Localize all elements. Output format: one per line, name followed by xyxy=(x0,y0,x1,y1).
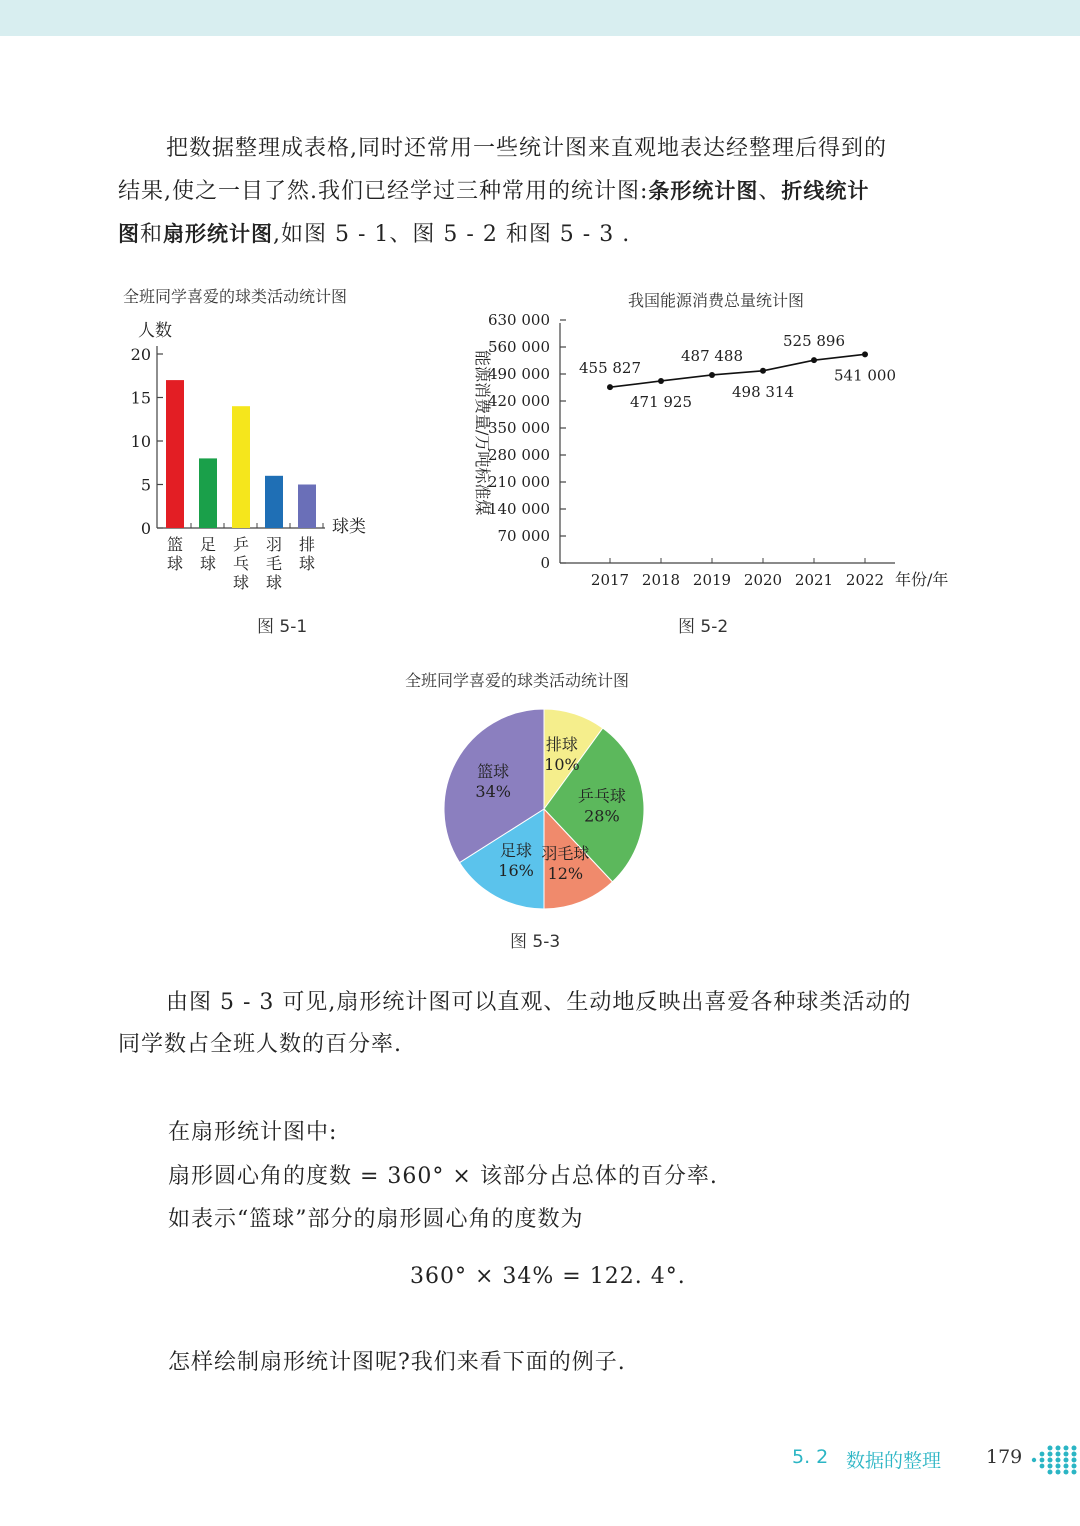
figure-5-2-caption: 图 5-2 xyxy=(678,617,729,637)
page-number: 179 xyxy=(986,1446,1023,1468)
p2-line-2: 同学数占全班人数的百分率. xyxy=(118,1032,402,1057)
bar-chart-x-label: 球类 xyxy=(332,517,366,537)
term-bar-chart: 条形统计图 xyxy=(648,179,759,203)
bar-chart-title: 全班同学喜爱的球类活动统计图 xyxy=(123,287,348,306)
figure-5-1-caption: 图 5-1 xyxy=(257,617,308,637)
term-line-chart-end: 图 xyxy=(118,222,140,246)
bar-3 xyxy=(232,406,250,528)
bar-y-tick-label: 15 xyxy=(130,388,151,408)
footer-section-number: 5. 2 xyxy=(792,1446,829,1468)
line-value-label: 471 925 xyxy=(629,392,693,411)
line-x-tick-label: 2018 xyxy=(641,571,681,589)
intro-paragraph xyxy=(118,128,968,256)
pie-slice-label: 羽毛球 12% xyxy=(541,843,590,883)
line-point xyxy=(709,372,715,378)
line-x-tick-label: 2019 xyxy=(692,571,732,589)
pie-slice-label: 乒乓球 28% xyxy=(577,786,626,826)
line-y-tick-label: 70 000 xyxy=(497,527,550,545)
pie-chart-title: 全班同学喜爱的球类活动统计图 xyxy=(405,671,630,690)
line-point xyxy=(607,384,613,390)
line-x-tick-label: 2022 xyxy=(845,571,885,589)
pie-slice-label: 篮球 34% xyxy=(475,762,511,802)
line-y-tick-label: 630 000 xyxy=(487,311,550,329)
bar-category-label: 排球 xyxy=(298,535,316,573)
intro-line-3 xyxy=(118,213,968,256)
bar-chart xyxy=(110,310,390,600)
top-band xyxy=(0,0,1080,36)
line-y-tick-label: 210 000 xyxy=(487,473,550,491)
example-intro: 如表示“篮球”部分的扇形圆心角的度数为 xyxy=(168,1207,584,1232)
pie-slice-label: 足球 16% xyxy=(498,840,534,880)
line-value-label: 498 314 xyxy=(731,382,795,401)
pie-explanation-paragraph xyxy=(118,982,968,1066)
bar-2 xyxy=(199,458,217,528)
bar-y-tick-label: 20 xyxy=(130,345,151,364)
bar-category-label: 乒乓球 xyxy=(232,535,250,592)
p2-line-1: 由图 5 - 3 可见,扇形统计图可以直观、生动地反映出喜爱各种球类活动的 xyxy=(166,990,912,1015)
line-y-tick-label: 140 000 xyxy=(487,500,550,518)
footer-section-title: 数据的整理 xyxy=(846,1450,942,1472)
conj-and: 和 xyxy=(140,222,164,247)
bar-y-tick-label: 0 xyxy=(140,519,151,538)
bar-category-label: 篮球 xyxy=(166,535,184,573)
figure-5-3-caption: 图 5-3 xyxy=(510,932,561,952)
rule-formula: 扇形圆心角的度数 = 360° × 该部分占总体的百分率. xyxy=(168,1164,718,1189)
line-value-label: 487 488 xyxy=(680,346,744,365)
line-chart-y-label: 能源消费量/万吨标准煤 xyxy=(473,350,492,516)
intro-line-2-text: 结果,使之一目了然.我们已经学过三种常用的统计图: xyxy=(118,179,649,204)
line-value-label: 525 896 xyxy=(782,332,846,351)
term-line-chart: 折线统计 xyxy=(781,179,870,203)
rule-intro: 在扇形统计图中: xyxy=(168,1120,338,1145)
intro-line-3-text: ,如图 5 - 1、图 5 - 2 和图 5 - 3 . xyxy=(273,222,631,247)
line-x-tick-label: 2020 xyxy=(743,571,783,589)
line-y-tick-label: 560 000 xyxy=(487,338,550,356)
line-y-tick-label: 280 000 xyxy=(487,446,550,464)
separator: 、 xyxy=(758,179,782,204)
line-chart-x-label: 年份/年 xyxy=(895,570,949,589)
intro-line-1: 把数据整理成表格,同时还常用一些统计图来直观地表达经整理后得到的 xyxy=(166,136,887,161)
line-y-tick-label: 420 000 xyxy=(487,392,550,410)
line-point xyxy=(760,368,766,374)
bar-category-label: 足球 xyxy=(199,535,217,573)
bar-category-label: 羽毛球 xyxy=(265,535,283,592)
dots-decoration-icon xyxy=(1028,1440,1080,1480)
line-chart-title: 我国能源消费总量统计图 xyxy=(628,291,805,310)
bar-4 xyxy=(265,476,283,528)
intro-line-2 xyxy=(118,170,968,213)
bar-1 xyxy=(166,380,184,528)
example-calculation: 360° × 34% = 122. 4°. xyxy=(410,1264,686,1289)
bar-chart-y-label: 人数 xyxy=(138,321,172,341)
term-pie-chart: 扇形统计图 xyxy=(163,222,274,246)
bar-5 xyxy=(298,485,316,529)
line-point xyxy=(862,351,868,357)
line-y-tick-label: 350 000 xyxy=(487,419,550,437)
line-x-tick-label: 2021 xyxy=(794,571,834,589)
pie-chart xyxy=(440,705,650,915)
line-value-label: 541 000 xyxy=(833,366,897,385)
line-point xyxy=(811,357,817,363)
line-y-tick-label: 490 000 xyxy=(487,365,550,383)
pie-slice-label: 排球 10% xyxy=(544,734,580,774)
line-x-tick-label: 2017 xyxy=(590,571,630,589)
line-value-label: 455 827 xyxy=(578,359,642,378)
bar-y-tick-label: 5 xyxy=(140,475,151,495)
line-chart xyxy=(455,305,965,595)
line-point xyxy=(658,378,664,384)
question-line: 怎样绘制扇形统计图呢?我们来看下面的例子. xyxy=(168,1350,626,1375)
line-y-tick-label: 0 xyxy=(540,554,550,572)
bar-y-tick-label: 10 xyxy=(130,432,151,451)
